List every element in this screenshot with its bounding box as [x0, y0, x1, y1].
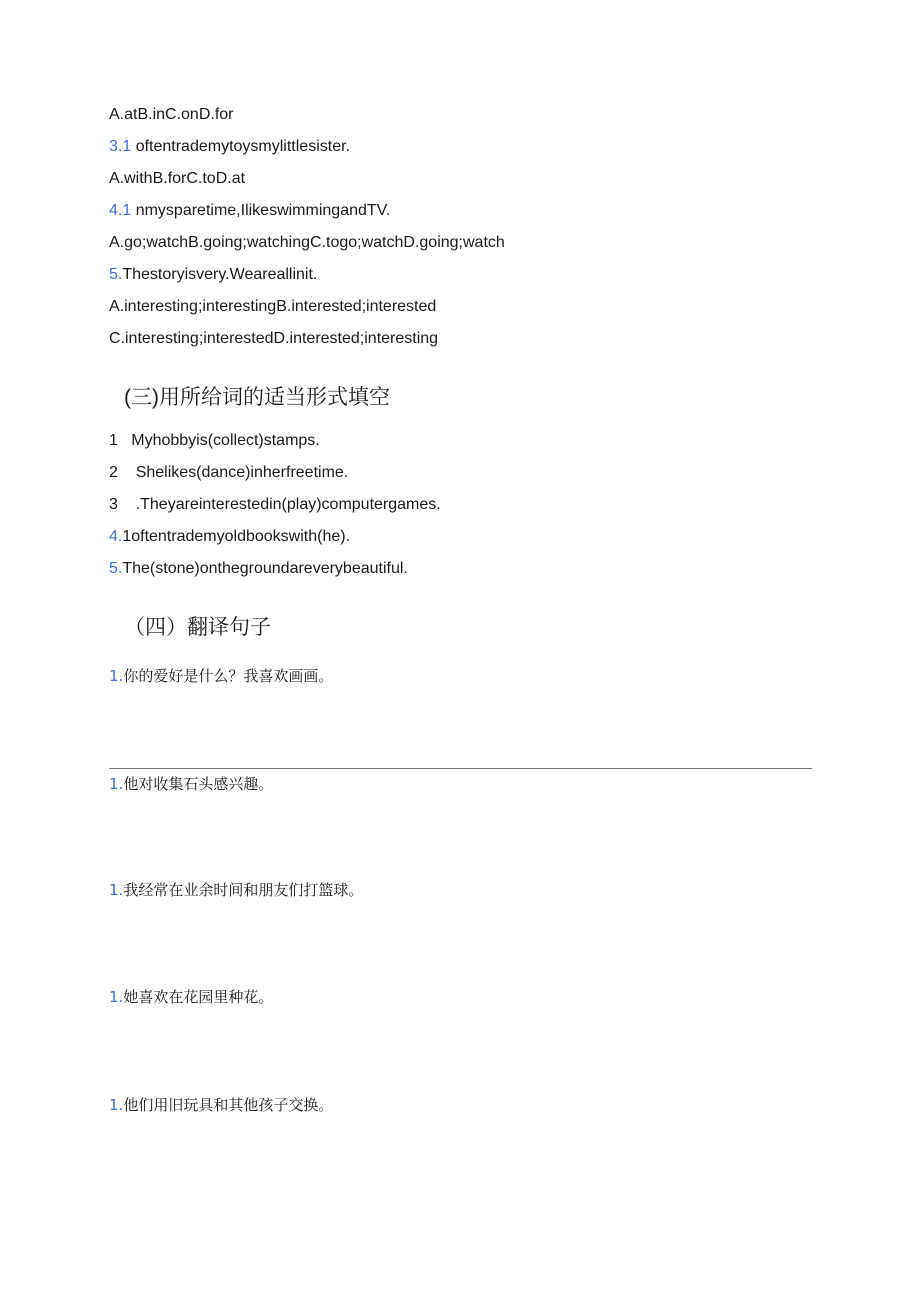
question-text: nmysparetime,IlikeswimmingandTV.	[131, 202, 391, 219]
item-number: 1.	[109, 1096, 124, 1114]
q3-options: A.withB.forC.toD.at	[109, 170, 246, 187]
question-text: Thestoryisvery.Weareallinit.	[122, 266, 318, 283]
item-number: 1.	[109, 775, 124, 793]
question-3	[109, 137, 350, 157]
fill-item-1	[109, 431, 320, 451]
fill-item-2	[109, 463, 348, 483]
q5-options-2: C.interesting;interestedD.interested;interesting	[109, 330, 439, 347]
item-number: 2	[109, 464, 118, 481]
q4-options: A.go;watchB.going;watchingC.togo;watchD.going;watch	[109, 234, 505, 251]
q2-options: A.atB.inC.onD.for	[109, 106, 234, 123]
question-number: 4.1	[109, 202, 132, 219]
translate-item-3	[109, 880, 363, 900]
question-number: 5.	[109, 266, 123, 283]
question-5	[109, 265, 317, 285]
translate-item-5	[109, 1095, 333, 1115]
question-number: 3.1	[109, 138, 132, 155]
item-text: The(stone)onthegroundareverybeautiful.	[122, 560, 408, 577]
item-text: Shelikes(dance)inherfreetime.	[135, 464, 349, 481]
item-number: 4.	[109, 528, 123, 545]
section-4-title: （四）翻译句子	[124, 616, 271, 639]
section-3-title: (三)用所给词的适当形式填空	[124, 386, 390, 409]
item-number: 1.	[109, 667, 124, 685]
fill-item-4	[109, 527, 350, 547]
translate-item-2	[109, 774, 273, 794]
item-text: 我经常在业余时间和朋友们打篮球。	[123, 881, 364, 899]
item-number: 1.	[109, 881, 124, 899]
item-text: .Theyareinterestedin(play)computergames.	[135, 496, 441, 513]
item-text: 他对收集石头感兴趣。	[123, 775, 274, 793]
item-number: 3	[109, 496, 118, 513]
item-text: 他们用旧玩具和其他孩子交换。	[123, 1096, 334, 1114]
q5-options-1: A.interesting;interestingB.interested;interested	[109, 298, 437, 315]
item-text: Myhobbyis(collect)stamps.	[131, 432, 320, 449]
translate-item-4	[109, 987, 273, 1007]
answer-line	[109, 768, 812, 769]
translate-item-1	[109, 666, 333, 686]
item-text: 1oftentrademyoldbookswith(he).	[122, 528, 351, 545]
item-text: 你的爱好是什么？我喜欢画画。	[123, 667, 334, 685]
item-text: 她喜欢在花园里种花。	[123, 988, 274, 1006]
item-number: 1	[109, 432, 118, 449]
fill-item-3	[109, 495, 441, 515]
question-4	[109, 201, 390, 221]
item-number: 1.	[109, 988, 124, 1006]
item-number: 5.	[109, 560, 123, 577]
fill-item-5	[109, 559, 408, 579]
question-text: oftentrademytoysmylittlesister.	[131, 138, 350, 155]
